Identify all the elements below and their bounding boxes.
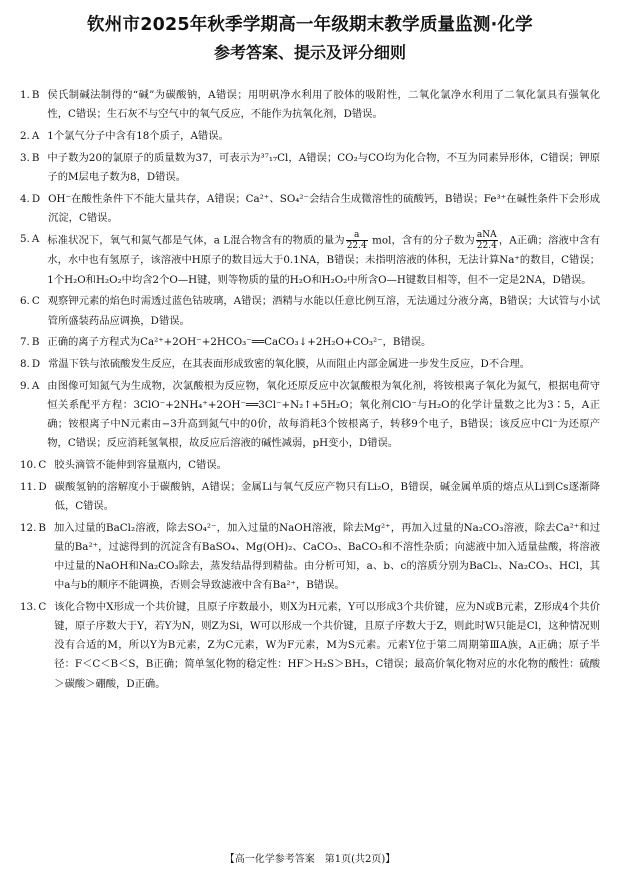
answer-item-1 [20, 86, 600, 124]
item-number: 5. A [20, 233, 40, 246]
answer-item-9 [20, 377, 600, 454]
explanation: 常温下铁与浓硫酸发生反应，在其表面形成致密的氧化膜，从而阻止内部金属进一步发生反应，D不合理。 [48, 357, 531, 370]
page-title: 钦州市2025年秋季学期高一年级期末教学质量监测·化学 [87, 15, 533, 35]
answer-choice: B [31, 151, 40, 164]
item-number: 7. B [20, 336, 40, 349]
explanation: 正确的离子方程式为Ca²⁺+2OH⁻+2HCO₃⁻══CaCO₃↓+2H₂O+CO₃²⁻，B错误。 [47, 336, 432, 349]
item-number: 1. B [20, 89, 40, 101]
explanation: 中子数为20的氯原子的质量数为37，可表示为³⁷₁₇Cl，A错误；CO₂与CO均为化合物，不互为同素异形体，C错误；钾原子的M层电子数为8，D错误。 [47, 151, 600, 183]
explanation: 加入过量的BaCl₂溶液，除去SO₄²⁻，加入过量的NaOH溶液，除去Mg²⁺，再加入过量的Na₂CO₃溶液，除去Ca²⁺和过量的Ba²⁺，过滤得到的沉淀含有BaSO₄、Mg(OH)₂、CaCO₃、BaCO₃和不溶性杂质；向滤液中加入适量盐酸，将溶液中过量的NaOH和Na₂CO₃除去，蒸发结晶得到精盐。由分析可知，a、b、c的溶质分别为BaCl₂、Na₂CO₃、HCl，其中a与b的顺序不能调换，否则会导致滤液中含有Ba²⁺，B错误。 [53, 521, 600, 592]
answer-item-5 [20, 230, 600, 289]
explanation: 1个氯气分子中含有18个质子，A错误。 [47, 129, 229, 142]
answer-choice: A [31, 129, 40, 142]
item-number: 9. A [20, 379, 40, 392]
answer-choice: B [38, 521, 46, 534]
answer-choice: A [31, 379, 40, 392]
answer-choice: D [31, 192, 41, 205]
answer-choice: D [31, 357, 41, 370]
answer-item-6 [20, 292, 600, 330]
fraction-moles: $\frac{a}{22.4}$ [346, 230, 367, 252]
answer-item-2 [20, 127, 600, 146]
fraction-molecules: $\frac{\text{aNA}}{22.4}$ [476, 230, 497, 252]
explanation: 胶头滴管不能伸到容量瓶内，C错误。 [54, 458, 227, 471]
answer-choice: A [31, 233, 40, 246]
item-number: 11. D [20, 480, 47, 493]
item-number: 13. C [20, 600, 47, 613]
answer-list [20, 86, 600, 694]
item-number: 4. D [20, 192, 41, 205]
explanation: 碳酸氢钠的溶解度小于碳酸钠，A错误；金属Li与氧气反应产物只有Li₂O，B错误，碱金属单质的熔点从Li到Cs逐渐降低，C错误。 [54, 480, 600, 512]
answer-item-3 [20, 149, 600, 187]
item-number: 6. C [20, 295, 40, 308]
answer-choice: B [31, 336, 40, 349]
answer-item-4 [20, 190, 600, 228]
explanation: 标准状况下，氧气和氮气都是气体，a L混合物含有的物质的量为 $\frac{a}{22.4}$ mol，含有的分子数为 $\frac{\text{aNA}}{22.4}$ ，A正确；溶液中含有水，水中也有氢原子，该溶液中H原子的数目远大于0.1NA，B错误；未指明溶液的体积，无法计算Na⁺的数目，C错误；1个H₂O和H₂O₂中均含2个O—H键，则等物质的量的H₂O和H₂O₂中所含O—H键数目相等，但不一定是2NA，D错误。 [47, 230, 600, 286]
answer-choice: C [38, 458, 47, 471]
page-footer: 【高一化学参考答案 第1页(共2页)】 [224, 854, 396, 865]
answer-item-13 [20, 598, 600, 694]
explanation: OH⁻在酸性条件下不能大量共存，A错误；Ca²⁺、SO₄²⁻会结合生成微溶性的硫酸钙，B错误；Fe³⁺在碱性条件下会形成沉淀，C错误。 [48, 192, 600, 224]
explanation: 该化合物中X形成一个共价键，且原子序数最小，则X为H元素，Y可以形成3个共价键，应为N或B元素，Z形成4个共价键，原子序数大于Y，若Y为N，则Z为Si，W可以形成一个共价键，且原子序数大于Z，则此时W只能是Cl，这种情况则没有合适的M，所以Y为B元素，Z为C元素，W为F元素，M为S元素。元素Y位于第二周期第ⅢA族，A正确；原子半径：F＜C＜B＜S，B正确；简单氢化物的稳定性：HF＞H₂S＞BH₃，C错误；最高价氧化物对应的水化物的酸性：硫酸＞碳酸＞硼酸，D正确。 [54, 600, 600, 690]
item-number: 3. B [20, 151, 40, 164]
answer-item-12 [20, 519, 600, 596]
answer-choice: C [31, 295, 40, 308]
explanation: 由图像可知氮气为生成物，次氯酸根为反应物，氧化还原反应中次氯酸根为氧化剂，将铵根离子氧化为氮气，根据电荷守恒关系配平方程：3ClO⁻+2NH₄⁺+2OH⁻══3Cl⁻+N₂↑+5H₂O；氧化剂ClO⁻与H₂O的化学计量数之比为3∶5，A正确；铵根离子中N元素由−3升高到氮气中的0价，故每消耗3个铵根离子，转移9个电子，B错误；该反应中Cl⁻为还原产物，C错误；反应消耗氢氧根，故反应后溶液的碱性减弱，pH变小，D错误。 [47, 379, 600, 450]
answer-item-11 [20, 478, 600, 516]
answer-choice: C [38, 600, 47, 613]
item-number: 2. A [20, 129, 40, 142]
item-number: 10. C [20, 458, 47, 471]
answer-item-10 [20, 456, 600, 475]
item-number: 8. D [20, 357, 41, 370]
answer-choice: D [38, 480, 47, 493]
explanation: 观察钾元素的焰色时需透过蓝色钴玻璃，A错误；酒精与水能以任意比例互溶，无法通过分液分离，B错误；大试管与小试管所盛装药品应调换，D错误。 [47, 295, 600, 327]
answer-choice: B [31, 89, 40, 101]
item-number: 12. B [20, 521, 46, 534]
explanation: 侯氏制碱法制得的“碱”为碳酸钠，A错误；用明矾净水利用了胶体的吸附性，二氧化氯净水利用了二氧化氯具有强氧化性，C错误；生石灰不与空气中的氧气反应，不能作为抗氧化剂，D错误。 [47, 89, 600, 121]
page-subtitle: 参考答案、提示及评分细则 [213, 43, 406, 62]
answer-item-8 [20, 355, 600, 374]
answer-item-7 [20, 333, 600, 352]
